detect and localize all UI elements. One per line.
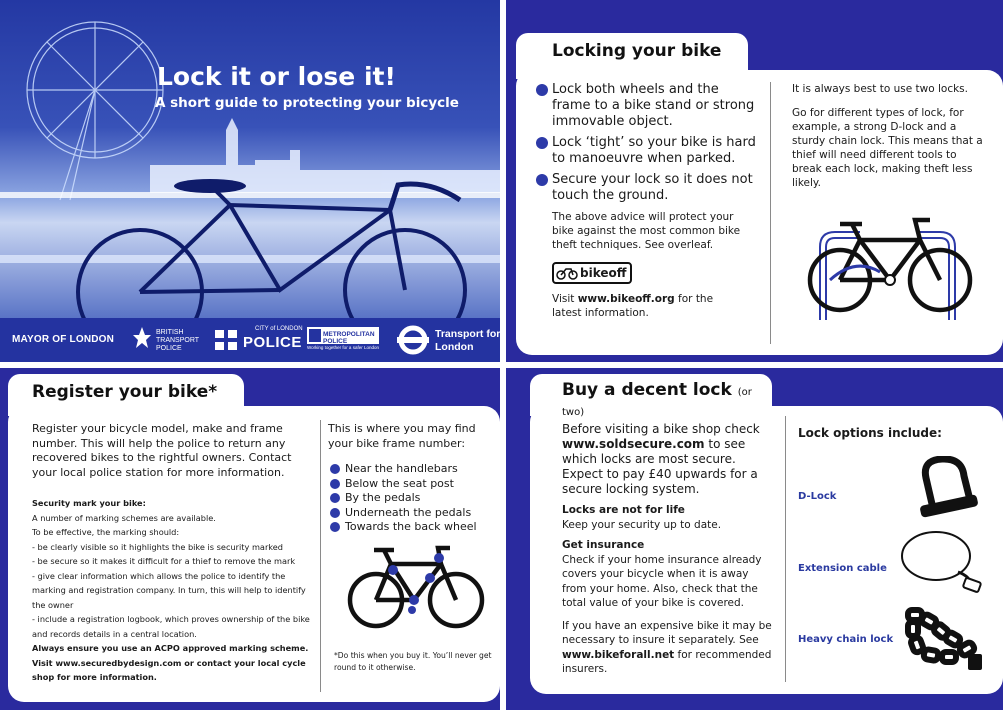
security-heading: Security mark your bike: xyxy=(32,498,146,508)
tfl-roundel-icon xyxy=(397,324,429,356)
bicycle-photo-icon xyxy=(78,184,465,318)
soldsecure-intro: Before visiting a bike shop check www.soldsecure.com to see which locks are most secure. Expect to pay £40 upwards for a secure locking system. xyxy=(562,422,760,496)
bikeoff-link[interactable]: www.bikeoff.org xyxy=(577,293,675,305)
locked-bike-icon xyxy=(800,212,980,322)
police-star-icon xyxy=(132,326,152,354)
sponsor-logos-bar xyxy=(0,318,500,362)
insurance-heading: Get insurance xyxy=(562,539,645,551)
frame-number-heading: This is where you may find your bike frame number: xyxy=(328,422,476,450)
chain-lock-icon xyxy=(904,604,990,676)
cover-panel xyxy=(0,0,500,362)
divider xyxy=(770,82,771,344)
locking-bullets xyxy=(536,82,756,252)
bikeoff-logo: bikeoff xyxy=(552,262,632,284)
cover-subtitle: A short guide to protecting your bicycle xyxy=(155,95,459,111)
securedbydesign-visit: Visit www.securedbydesign.com or contact your local cycle shop for more information. xyxy=(32,657,306,682)
lock-options-heading: Lock options include: xyxy=(798,426,942,440)
metropolitan-police-logo: METROPOLITAN POLICE Working together for a safer London xyxy=(307,327,379,353)
list-item: Lock both wheels and the frame to a bike stand or strong immovable object. xyxy=(536,82,756,130)
list-item: Underneath the pedals xyxy=(330,506,500,521)
insurance-section: Locks are not for life Keep your security up to date. Get insurance Check if your home insurance already covers your bicycle when it is away from your home. Also, check that the total value of your bike is covered. If you have an expensive bike it may be necessary to insure it separately. See www.bikeforall.net for recommended insurers. xyxy=(562,504,772,675)
d-lock-icon xyxy=(914,456,984,526)
city-of-london-police-logo: CITY of LONDON POLICE xyxy=(213,326,239,359)
register-intro: Register your bicycle model, make and frame number. This will help the police to return any recovered bikes to the rightful owners. Contact your local police station for more information. xyxy=(32,422,292,479)
register-panel xyxy=(0,368,500,710)
locking-advice: The above advice will protect your bike against the most common bike theft techniques. See overleaf. xyxy=(552,211,741,251)
d-lock-label: D-Lock xyxy=(798,491,837,502)
list-item: Below the seat post xyxy=(330,477,500,492)
list-item: Secure your lock so it does not touch the ground. xyxy=(536,172,756,204)
soldsecure-link[interactable]: www.soldsecure.com xyxy=(562,437,705,451)
saddle-icon xyxy=(174,179,246,193)
london-eye-icon xyxy=(27,22,163,200)
frame-number-list xyxy=(330,462,500,535)
footnote: *Do this when you buy it. You’ll never get round to it otherwise. xyxy=(334,651,492,672)
list-item: Lock ‘tight’ so your bike is hard to manoeuvre when parked. xyxy=(536,135,756,167)
acpo-note: Always ensure you use an ACPO approved marking scheme. xyxy=(32,643,309,653)
list-item: Towards the back wheel xyxy=(330,520,500,535)
bikeoff-visit: Visit www.bikeoff.org for the latest information. xyxy=(552,293,714,319)
cable-lock-icon xyxy=(898,526,988,598)
buy-lock-title: Buy a decent lock (or two) xyxy=(530,374,772,416)
tfl-logo: Transport for London xyxy=(397,324,429,361)
divider xyxy=(320,420,321,692)
bikeforall-link[interactable]: www.bikeforall.net xyxy=(562,648,675,661)
heavy-chain-lock-label: Heavy chain lock xyxy=(798,634,894,645)
divider xyxy=(785,416,786,682)
btp-logo: BRITISH TRANSPORT POLICE xyxy=(132,326,152,359)
london-skyline-illustration xyxy=(0,0,500,318)
list-item: Near the handlebars xyxy=(330,462,500,477)
two-locks-text: It is always best to use two locks. Go for different types of lock, for example, a strong D-lock and a sturdy chain lock. This means that a thief will need different tools to break each lock, making theft less likely. xyxy=(792,83,983,189)
list-item: By the pedals xyxy=(330,491,500,506)
city-crest-icon xyxy=(213,326,239,354)
register-title: Register your bike* xyxy=(8,374,244,416)
extension-cable-label: Extension cable xyxy=(798,563,887,574)
locks-life-heading: Locks are not for life xyxy=(562,504,685,516)
frame-number-bike-icon xyxy=(346,544,486,630)
locking-panel xyxy=(506,0,1003,362)
mayor-of-london-logo: MAYOR OF LONDON xyxy=(12,334,115,345)
cover-title: Lock it or lose it! xyxy=(157,62,396,91)
bike-icon xyxy=(556,265,578,281)
buy-lock-panel xyxy=(506,368,1003,710)
cover-photo xyxy=(0,0,500,318)
locking-title: Locking your bike xyxy=(516,33,748,79)
security-mark-section: Security mark your bike: A number of marking schemes are available. To be effective, the marking should: - be clearly visible so it highlights the bike is security marked - be secure so it makes it difficult for a thief to remove the mark - give clear information which allows the police to identify the marking and registration company. In turn, this will help to identify the owner - include a registration logbook, which proves ownership of the bike and records details in a central location. Always ensure you use an ACPO approved marking scheme. Visit www.securedbydesign.com or contact your local cycle shop for more information. xyxy=(32,496,316,685)
